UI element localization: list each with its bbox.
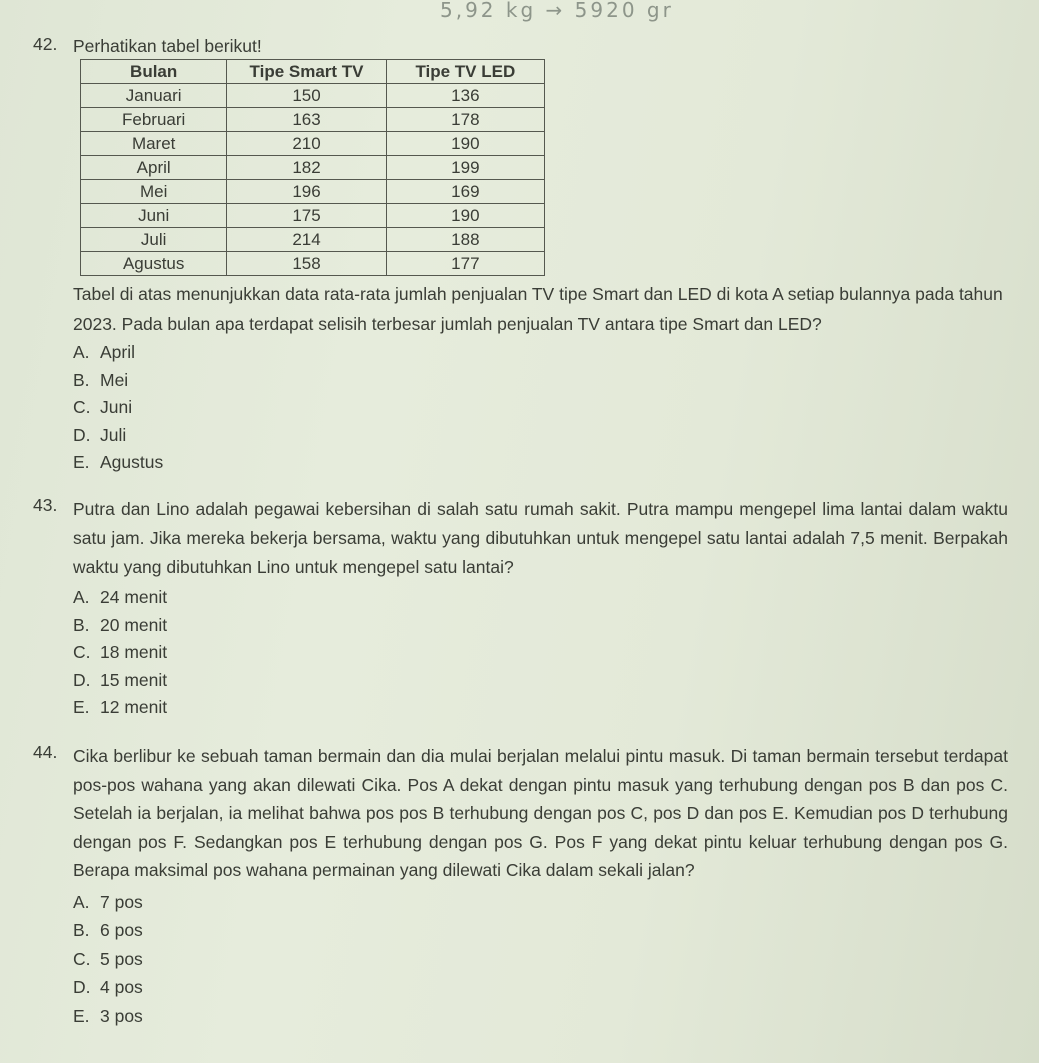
option-c[interactable] [73, 394, 1039, 422]
question-44 [0, 742, 1039, 1030]
option-letter: E. [73, 1005, 90, 1026]
question-text: Cika berlibur ke sebuah taman bermain dan dia mulai berjalan melalui pintu masuk. Di taman bermain tersebut terdapat pos-pos wahana yang akan dilewati Cika. Pos A dekat dengan pintu masuk yang terhubung dengan pos B dan pos C. Setelah ia berjalan, ia melihat bahwa pos pos B terhubung dengan pos C, pos D dan pos E. Kemudian pos D terhubung dengan pos F. Sedangkan pos E terhubung dengan pos G. Pos F yang dekat pintu keluar terhubung dengan pos G. Berapa maksimal pos wahana permainan yang dilewati Cika dalam sekali jalan? [73, 746, 1008, 881]
option-letter: D. [73, 977, 91, 998]
table-row [81, 180, 545, 204]
question-number: 43. [33, 495, 58, 515]
option-d[interactable] [73, 973, 1039, 1002]
cell-led: 177 [386, 252, 544, 276]
option-e[interactable] [73, 694, 1039, 722]
table-row [81, 252, 545, 276]
cell-led: 188 [386, 228, 544, 252]
option-text: 6 pos [100, 920, 143, 941]
cell-smart: 150 [227, 84, 386, 108]
option-c[interactable] [73, 945, 1039, 974]
cell-smart: 196 [227, 180, 386, 204]
cell-month: Januari [81, 84, 227, 108]
option-text: 7 pos [100, 891, 143, 912]
option-a[interactable] [73, 584, 1039, 612]
option-c[interactable] [73, 639, 1039, 667]
table-header-row [81, 60, 545, 84]
option-text: 5 pos [100, 948, 143, 969]
option-letter: E. [73, 452, 90, 472]
cell-led: 190 [386, 204, 544, 228]
answer-options [73, 888, 1039, 1031]
cell-month: Agustus [81, 252, 227, 276]
option-letter: A. [73, 891, 90, 912]
option-text: Mei [100, 369, 129, 390]
option-letter: A. [73, 587, 90, 607]
option-text: 15 menit [100, 669, 168, 690]
table-row [81, 228, 545, 252]
question-43 [0, 495, 1039, 722]
option-text: 4 pos [100, 977, 143, 998]
header-smart-tv: Tipe Smart TV [227, 60, 386, 84]
option-text: 20 menit [100, 614, 168, 635]
cell-led: 178 [386, 108, 544, 132]
question-text: Tabel di atas menunjukkan data rata-rata jumlah penjualan TV tipe Smart dan LED di kota A setiap bulannya pada tahun 2023. Pada bulan apa terdapat selisih terbesar jumlah penjualan TV antara tipe Smart dan LED? [73, 284, 1003, 334]
option-d[interactable] [73, 422, 1039, 450]
option-d[interactable] [73, 667, 1039, 695]
option-text: 3 pos [100, 1005, 143, 1026]
question-42 [0, 34, 1039, 58]
option-b[interactable] [73, 367, 1039, 395]
question-text: Putra dan Lino adalah pegawai kebersihan di salah satu rumah sakit. Putra mampu mengepel lima lantai dalam waktu satu jam. Jika mereka bekerja bersama, waktu yang dibutuhkan untuk mengepel satu lantai adalah 7,5 menit. Berpakah waktu yang dibutuhkan Lino untuk mengepel satu lantai? [73, 499, 1008, 577]
option-letter: A. [73, 342, 90, 362]
cell-led: 199 [386, 156, 544, 180]
cell-smart: 163 [227, 108, 386, 132]
option-text: 24 menit [100, 587, 168, 607]
option-e[interactable] [73, 1002, 1039, 1031]
option-e[interactable] [73, 449, 1039, 477]
cell-month: Juni [81, 204, 227, 228]
option-b[interactable] [73, 916, 1039, 945]
cell-month: Mei [81, 180, 227, 204]
option-letter: C. [73, 948, 91, 969]
option-a[interactable] [73, 888, 1039, 917]
handwritten-note: 5,92 kg → 5920 gr [440, 0, 674, 22]
option-letter: B. [73, 369, 90, 390]
table-row [81, 204, 545, 228]
header-led-tv: Tipe TV LED [386, 60, 544, 84]
option-text: Agustus [100, 452, 164, 472]
option-letter: D. [73, 424, 91, 445]
option-text: April [100, 342, 136, 362]
option-letter: B. [73, 614, 90, 635]
option-text: 12 menit [100, 697, 168, 717]
option-text: Juni [100, 397, 133, 417]
cell-month: Maret [81, 132, 227, 156]
cell-month: Februari [81, 108, 227, 132]
cell-smart: 158 [227, 252, 386, 276]
option-letter: E. [73, 697, 90, 717]
option-letter: B. [73, 920, 90, 941]
cell-led: 169 [386, 180, 544, 204]
cell-month: April [81, 156, 227, 180]
option-letter: C. [73, 642, 91, 662]
cell-led: 136 [386, 84, 544, 108]
option-letter: D. [73, 669, 91, 690]
answer-options [73, 584, 1039, 722]
answer-options [73, 339, 1039, 477]
option-text: Juli [100, 424, 127, 445]
table-row [81, 84, 545, 108]
option-a[interactable] [73, 339, 1039, 367]
question-intro: Perhatikan tabel berikut! [73, 36, 262, 56]
cell-led: 190 [386, 132, 544, 156]
table-row [81, 108, 545, 132]
sales-table [80, 59, 545, 276]
question-42-body [0, 279, 1039, 477]
cell-smart: 214 [227, 228, 386, 252]
option-b[interactable] [73, 612, 1039, 640]
table-row [81, 132, 545, 156]
option-text: 18 menit [100, 642, 168, 662]
cell-smart: 210 [227, 132, 386, 156]
cell-smart: 182 [227, 156, 386, 180]
cell-smart: 175 [227, 204, 386, 228]
option-letter: C. [73, 397, 91, 417]
table-row [81, 156, 545, 180]
header-bulan: Bulan [81, 60, 227, 84]
question-number: 44. [33, 742, 58, 762]
question-number: 42. [33, 34, 58, 54]
cell-month: Juli [81, 228, 227, 252]
